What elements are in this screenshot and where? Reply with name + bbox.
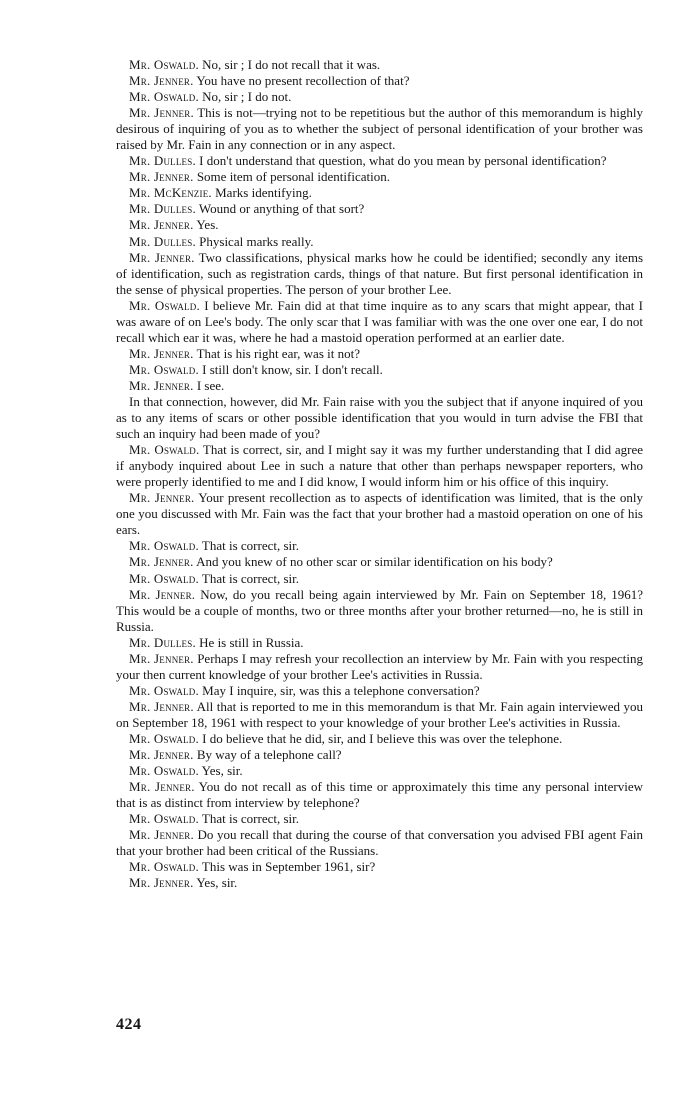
testimony-paragraph [116, 234, 643, 250]
testimony-paragraph [116, 827, 643, 859]
speaker-name: Mr. Dulles. [129, 201, 196, 217]
testimony-paragraph [116, 217, 643, 233]
speaker-name: Mr. Oswald. [129, 570, 199, 586]
testimony-paragraph [116, 250, 643, 298]
speaker-name: Mr. Jenner. [129, 650, 194, 666]
speaker-name: Mr. Oswald. [129, 811, 199, 827]
testimony-paragraph [116, 362, 643, 378]
testimony-transcript [116, 57, 643, 891]
testimony-text: Perhaps I may refresh your recollection an interview by Mr. Fain with you respecting your then current knowledge of your brother Lee's activities in Russia. [116, 650, 643, 682]
testimony-text: No, sir ; I do not. [198, 89, 292, 105]
testimony-paragraph [116, 651, 643, 683]
testimony-paragraph [116, 571, 643, 587]
speaker-name: Mr. Jenner. [129, 554, 194, 570]
speaker-name: Mr. Oswald. [129, 57, 199, 72]
testimony-text: That is correct, sir, and I might say it was my further understanding that I did agree if anybody inquired about Lee in such a nature that other than perhaps newspaper reporters, who were properly identified to me and I did know, I would inform him or his office of this inquiry. [116, 442, 643, 490]
testimony-paragraph [116, 105, 643, 153]
testimony-text: Do you recall that during the course of that conversation you advised FBI agent Fain that your brother had been critical of the Russians. [116, 827, 643, 859]
speaker-name: Mr. Jenner. [129, 377, 194, 393]
testimony-paragraph [116, 699, 643, 731]
testimony-paragraph [116, 859, 643, 875]
testimony-paragraph [116, 731, 643, 747]
speaker-name: Mr. Oswald. [129, 361, 199, 377]
testimony-paragraph [116, 298, 643, 346]
speaker-name: Mr. Jenner. [129, 105, 194, 121]
speaker-name: Mr. Jenner. [129, 698, 194, 714]
speaker-name: Mr. McKenzie. [129, 185, 212, 201]
testimony-text: Some item of personal identification. [193, 169, 390, 185]
testimony-paragraph [116, 763, 643, 779]
testimony-paragraph [116, 811, 643, 827]
testimony-paragraph [116, 587, 643, 635]
testimony-text: That is correct, sir. [198, 538, 300, 554]
testimony-text: Two classifications, physical marks how he could be identified; secondly any items of identification, such as registration cards, things of that nature. But first personal identification in the sense of physical properties. The person of your brother Lee. [116, 249, 643, 297]
speaker-name: Mr. Dulles. [129, 233, 196, 249]
testimony-text: Physical marks really. [195, 233, 314, 249]
speaker-name: Mr. Oswald. [129, 297, 200, 313]
speaker-name: Mr. Oswald. [129, 763, 199, 779]
testimony-paragraph [116, 394, 643, 442]
speaker-name: Mr. Jenner. [129, 73, 194, 89]
testimony-paragraph [116, 538, 643, 554]
speaker-name: Mr. Jenner. [129, 490, 195, 506]
speaker-name: Mr. Jenner. [129, 827, 194, 843]
testimony-text: You have no present recollection of that? [193, 73, 410, 89]
speaker-name: Mr. Jenner. [129, 249, 195, 265]
page-number: 424 [116, 1016, 142, 1033]
testimony-text: Yes. [193, 217, 219, 233]
speaker-name: Mr. Oswald. [129, 538, 199, 554]
speaker-name: Mr. Jenner. [129, 779, 195, 795]
testimony-paragraph [116, 201, 643, 217]
speaker-name: Mr. Jenner. [129, 875, 194, 891]
testimony-text: Marks identifying. [211, 185, 312, 201]
testimony-text: In that connection, however, did Mr. Fain raise with you the subject that if anyone inquired of you as to any items of scars or other possible identification that you would in turn advise the FBI that such an inquiry had been made of you? [116, 393, 643, 442]
testimony-paragraph [116, 683, 643, 699]
testimony-text: Yes, sir. [193, 875, 238, 891]
testimony-text: All that is reported to me in this memorandum is that Mr. Fain again interviewed you on September 18, 1961 with respect to your knowledge of your brother Lee's activities in Russia. [116, 698, 643, 730]
testimony-text: I believe Mr. Fain did at that time inquire as to any scars that might appear, that I was aware of on Lee's body. The only scar that I was familiar with was the one over one ear, I do not recall which ear it was, where he had a mastoid operation performed at an earlier date. [116, 297, 644, 345]
testimony-paragraph [116, 57, 643, 73]
testimony-text: This was in September 1961, sir? [198, 859, 376, 875]
transcript-page [116, 57, 643, 891]
testimony-text: I still don't know, sir. I don't recall. [198, 361, 383, 377]
speaker-name: Mr. Oswald. [129, 442, 200, 458]
speaker-name: Mr. Dulles. [129, 153, 196, 169]
testimony-text: This is not—trying not to be repetitious but the author of this memorandum is highly desirous of inquiring of you as to whether the subject of personal identification of your brother was raised by Mr. Fain in any connection or in any aspect. [116, 105, 644, 153]
speaker-name: Mr. Oswald. [129, 730, 199, 746]
speaker-name: Mr. Dulles. [129, 634, 196, 650]
testimony-paragraph [116, 490, 643, 538]
speaker-name: Mr. Oswald. [129, 89, 199, 105]
testimony-paragraph [116, 875, 643, 891]
testimony-text: Wound or anything of that sort? [195, 201, 365, 217]
speaker-name: Mr. Jenner. [129, 345, 194, 361]
testimony-paragraph [116, 346, 643, 362]
testimony-text: That is correct, sir. [198, 811, 300, 827]
testimony-paragraph [116, 779, 643, 811]
testimony-text: By way of a telephone call? [193, 747, 342, 763]
testimony-text: No, sir ; I do not recall that it was. [198, 57, 381, 72]
testimony-text: That is correct, sir. [198, 570, 300, 586]
speaker-name: Mr. Oswald. [129, 859, 199, 875]
testimony-text: Your present recollection as to aspects of identification was limited, that is the only one you discussed with Mr. Fain was the fact that your brother had a mastoid operation on one of his ears. [116, 490, 644, 538]
testimony-text: And you knew of no other scar or similar identification on his body? [193, 554, 553, 570]
testimony-text: Now, do you recall being again interviewed by Mr. Fain on September 18, 1961? This would be a couple of months, two or three months after your brother returned—no, he is still in Russia. [116, 586, 643, 634]
testimony-paragraph [116, 635, 643, 651]
testimony-text: I don't understand that question, what do you mean by personal identification? [195, 153, 607, 169]
testimony-paragraph [116, 554, 643, 570]
testimony-paragraph [116, 747, 643, 763]
speaker-name: Mr. Jenner. [129, 747, 194, 763]
speaker-name: Mr. Oswald. [129, 682, 199, 698]
speaker-name: Mr. Jenner. [129, 169, 194, 185]
testimony-paragraph [116, 89, 643, 105]
testimony-text: That is his right ear, was it not? [193, 345, 360, 361]
testimony-text: I see. [193, 377, 225, 393]
testimony-text: I do believe that he did, sir, and I believe this was over the telephone. [198, 730, 563, 746]
testimony-text: May I inquire, sir, was this a telephone conversation? [198, 682, 480, 698]
testimony-text: Yes, sir. [198, 763, 243, 779]
testimony-paragraph [116, 378, 643, 394]
testimony-text: You do not recall as of this time or approximately this time any personal interview that is as distinct from interview by telephone? [116, 779, 643, 811]
speaker-name: Mr. Jenner. [129, 586, 196, 602]
testimony-paragraph [116, 185, 643, 201]
speaker-name: Mr. Jenner. [129, 217, 194, 233]
testimony-text: He is still in Russia. [195, 634, 304, 650]
testimony-paragraph [116, 73, 643, 89]
testimony-paragraph [116, 169, 643, 185]
testimony-paragraph [116, 442, 643, 490]
testimony-paragraph [116, 153, 643, 169]
